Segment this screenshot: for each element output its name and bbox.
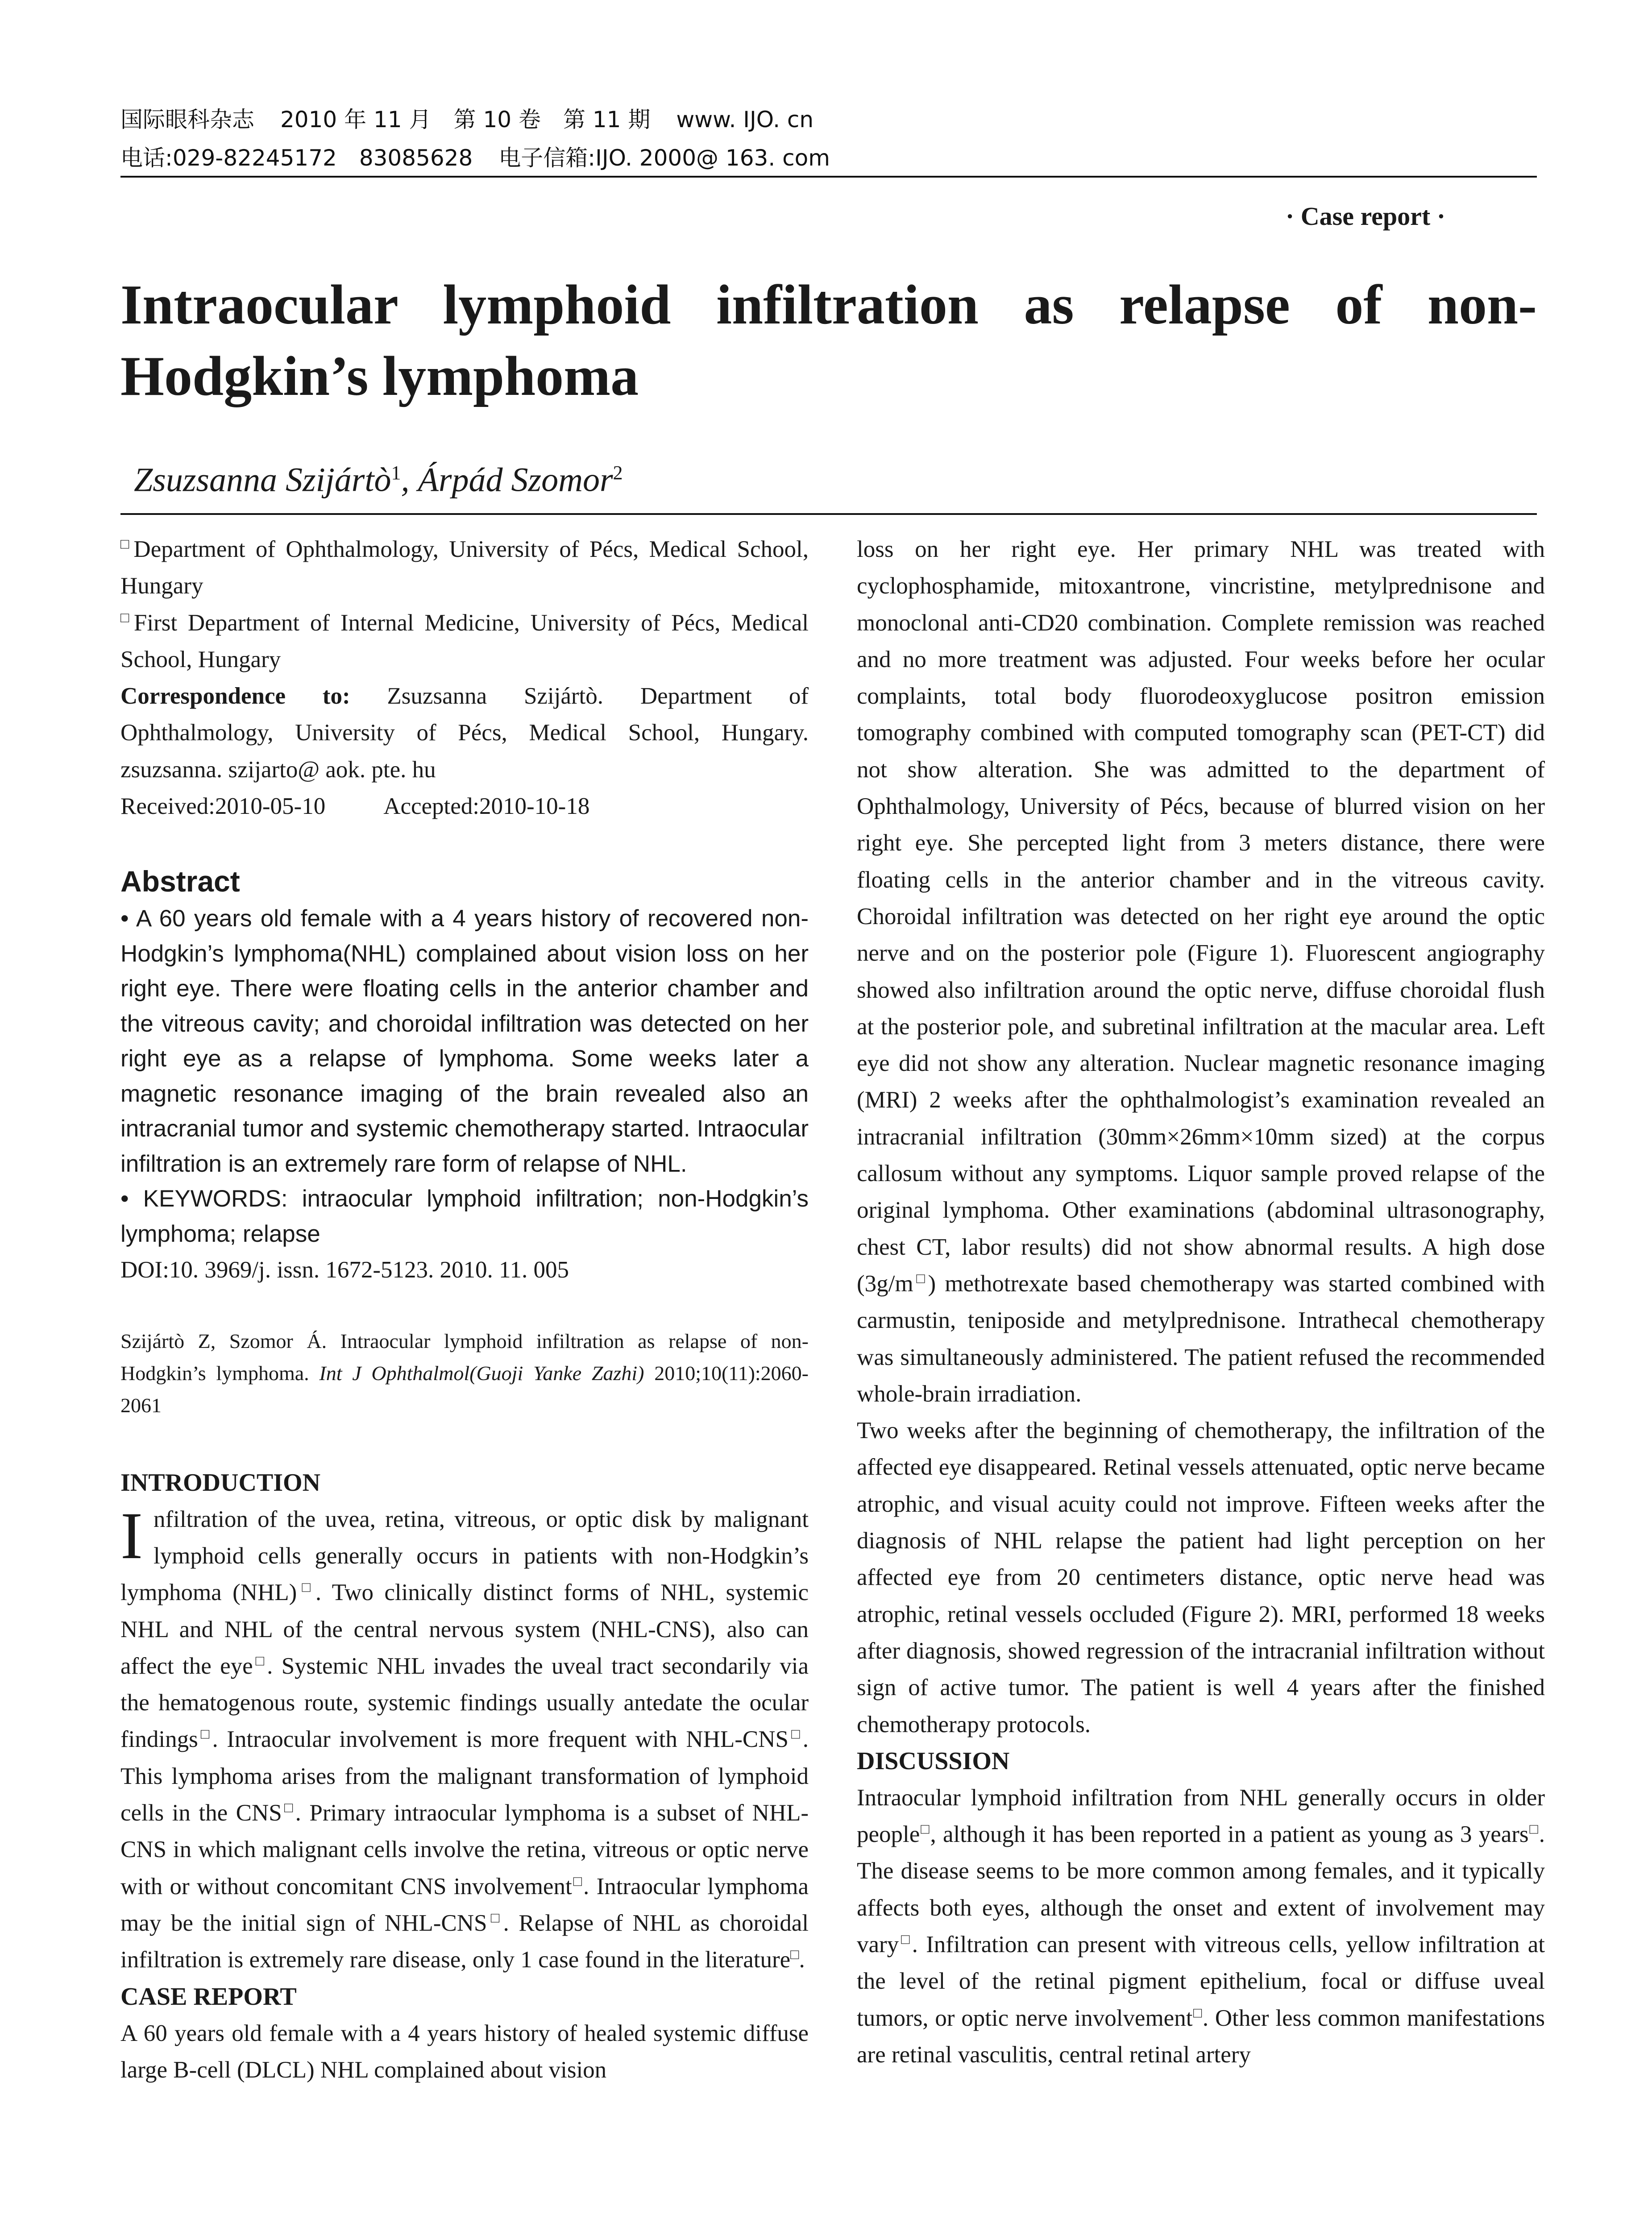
- journal-phone: 电话:029-82245172 83085628: [120, 145, 473, 171]
- reference-mark: □: [789, 1725, 803, 1742]
- article-dates: [120, 788, 809, 825]
- journal-website: www. IJO. cn: [676, 107, 814, 133]
- citation-journal: Int J Ophthalmol(Guoji Yanke Zazhi): [319, 1361, 644, 1385]
- left-column: [120, 531, 809, 2088]
- correspondence-text: Zsuzsanna Szijártò. Department of Ophthalmology, University of Pécs, Medical School, Hungary. zsuzsanna. szijarto@ aok. pte. hu: [120, 683, 809, 783]
- affiliation-mark: □: [120, 609, 134, 625]
- authors-divider: [120, 513, 1537, 515]
- abstract-body: • A 60 years old female with a 4 years history of recovered non-Hodgkin’s lymphoma(NHL) complained about vision loss on her right eye. There were floating cells in the anterior chamber and the vitreous cavity; and choroidal infiltration was detected on her right eye as a relapse of lymphoma. Some weeks later a magnetic resonance imaging of the brain revealed also an intracranial tumor and systemic chemotherapy started. Intraocular infiltration is an extremely rare form of relapse of NHL.: [120, 905, 809, 1177]
- affiliation-1: □Department of Ophthalmology, University of Pécs, Medical School, Hungary: [120, 535, 809, 599]
- article-title: Intraocular lymphoid infiltration as relapse of non-Hodgkin’s lymphoma: [120, 274, 1537, 407]
- doi: DOI:10. 3969/j. issn. 1672-5123. 2010. 11. 005: [120, 1257, 569, 1283]
- author-name: Árpád Szomor: [418, 461, 613, 499]
- reference-mark: □: [899, 1931, 912, 1947]
- journal-name: 国际眼科杂志: [120, 107, 254, 133]
- reference-mark: □: [297, 1579, 315, 1595]
- author-separator: ,: [401, 461, 418, 499]
- abstract-keywords: • KEYWORDS: intraocular lymphoid infiltration; non-Hodgkin’s lymphoma; relapse: [120, 1186, 809, 1247]
- reference-mark: □: [1192, 2004, 1203, 2020]
- author-affiliation-mark: 2: [613, 462, 623, 484]
- reference-mark: □: [572, 1872, 584, 1889]
- journal-issue: 2010 年 11 月 第 10 卷 第 11 期: [280, 107, 651, 133]
- accepted-date: Accepted:2010-10-18: [383, 793, 590, 820]
- reference-mark: □: [920, 1820, 930, 1837]
- case-report-body-start: A 60 years old female with a 4 years history of healed systemic diffuse large B-cell (DLCL) NHL complained about vision: [120, 2020, 809, 2083]
- journal-email: 电子信箱:IJO. 2000@ 163. com: [498, 145, 830, 171]
- citation: Szijártò Z, Szomor Á. Intraocular lymphoid infiltration as relapse of non-Hodgkin’s lymphoma. Int J Ophthalmol(Guoji Yanke Zazhi) 2010;10(11):2060-2061: [120, 1329, 809, 1417]
- case-report-heading: CASE REPORT: [120, 1982, 297, 2011]
- case-report-paragraph-2: Two weeks after the beginning of chemotherapy, the infiltration of the affected eye disappeared. Retinal vessels attenuated, optic nerve became atrophic, and visual acuity could not improve. Fifteen weeks after the diagnosis of NHL relapse the patient had light perception on her affected eye from 20 centimeters distance, optic nerve head was atrophic, retinal vessels occluded (Figure 2). MRI, performed 18 weeks after diagnosis, showed regression of the intracranial infiltration without sign of active tumor. The patient is well 4 years after the finished chemotherapy protocols.: [857, 1418, 1545, 1738]
- author-affiliation-mark: 1: [391, 462, 401, 484]
- discussion-body: Intraocular lymphoid infiltration from NHL generally occurs in older people□, although it has been reported in a patient as young as 3 years□. The disease seems to be more common among females, and it typically affects both eyes, although the onset and extent of involvement may vary□. Infiltration can present with vitreous cells, yellow infiltration at the level of the retinal pigment epithelium, focal or diffuse uveal tumors, or optic nerve involvement□. Other less common manifestations are retinal vasculitis, central retinal artery: [857, 1784, 1545, 2068]
- author-list: [134, 451, 623, 502]
- affiliation-mark: □: [120, 535, 134, 552]
- section-label: · Case report ·: [1285, 202, 1446, 231]
- journal-header-line2: [120, 142, 830, 174]
- affiliation-2: □First Department of Internal Medicine, University of Pécs, Medical School, Hungary: [120, 609, 809, 672]
- introduction-body: Infiltration of the uvea, retina, vitreous, or optic disk by malignant lymphoid cells generally occurs in patients with non-Hodgkin’s lymphoma (NHL)□. Two clinically distinct forms of NHL, systemic NHL and NHL of the central nervous system (NHL-CNS), also can affect the eye□. Systemic NHL invades the uveal tract secondarily via the hematogenous route, systemic findings usually antedate the ocular findings□. Intraocular involvement is more frequent with NHL-CNS□. This lymphoma arises from the malignant transformation of lymphoid cells in the CNS□. Primary intraocular lymphoma is a subset of NHL-CNS in which malignant cells involve the retina, vitreous or optic nerve with or without concomitant CNS involvement□. Intraocular lymphoma may be the initial sign of NHL-CNS□. Relapse of NHL as choroidal infiltration is extremely rare disease, only 1 case found in the literature□.: [120, 1498, 809, 1973]
- reference-mark: □: [790, 1946, 799, 1962]
- correspondence-label: Correspondence to:: [120, 683, 350, 709]
- reference-mark: □: [487, 1909, 503, 1926]
- correspondence: [120, 678, 809, 788]
- right-column: [857, 531, 1545, 2073]
- superscript-mark: □: [913, 1270, 928, 1286]
- header-divider: [120, 176, 1537, 178]
- abstract-heading: Abstract: [120, 865, 240, 898]
- drop-cap: I: [120, 1498, 143, 1573]
- reference-mark: □: [253, 1652, 267, 1669]
- journal-header-line1: [120, 104, 814, 136]
- reference-mark: □: [198, 1725, 212, 1742]
- author-name: Zsuzsanna Szijártò: [134, 461, 391, 499]
- reference-mark: □: [1528, 1820, 1539, 1837]
- case-report-body-continued: loss on her right eye. Her primary NHL was treated with cyclophosphamide, mitoxantrone, vincristine, metylprednisone and monoclonal anti-CD20 combination. Complete remission was reached and no more treatment was adjusted. Four weeks before her ocular complaints, total body fluorodeoxyglucose positron emission tomography combined with computed tomography scan (PET-CT) did not show alteration. She was admitted to the department of Ophthalmology, University of Pécs, because of blurred vision on her right eye. She percepted light from 3 meters distance, there were floating cells in the anterior chamber and in the vitreous cavity. Choroidal infiltration was detected on her right eye around the optic nerve and on the posterior pole (Figure 1). Fluorescent angiography showed also infiltration around the optic nerve, diffuse choroidal flush at the posterior pole, and subretinal infiltration at the macular area. Left eye did not show any alteration. Nuclear magnetic resonance imaging (MRI) 2 weeks after the ophthalmologist’s examination revealed an intracranial infiltration (30mm×26mm×10mm sized) at the corpus callosum without any symptoms. Liquor sample proved relapse of the original lymphoma. Other examinations (abdominal ultrasonography, chest CT, labor results) did not show abnormal results. A high dose (3g/m□) methotrexate based chemotherapy was started combined with carmustin, teniposide and metylprednisone. Intrathecal chemotherapy was simultaneously administered. The patient refused the recommended whole-brain irradiation.: [857, 536, 1545, 1407]
- reference-mark: □: [282, 1799, 295, 1816]
- discussion-heading: DISCUSSION: [857, 1747, 1010, 1775]
- received-date: Received:2010-05-10: [120, 793, 326, 820]
- introduction-heading: INTRODUCTION: [120, 1468, 321, 1497]
